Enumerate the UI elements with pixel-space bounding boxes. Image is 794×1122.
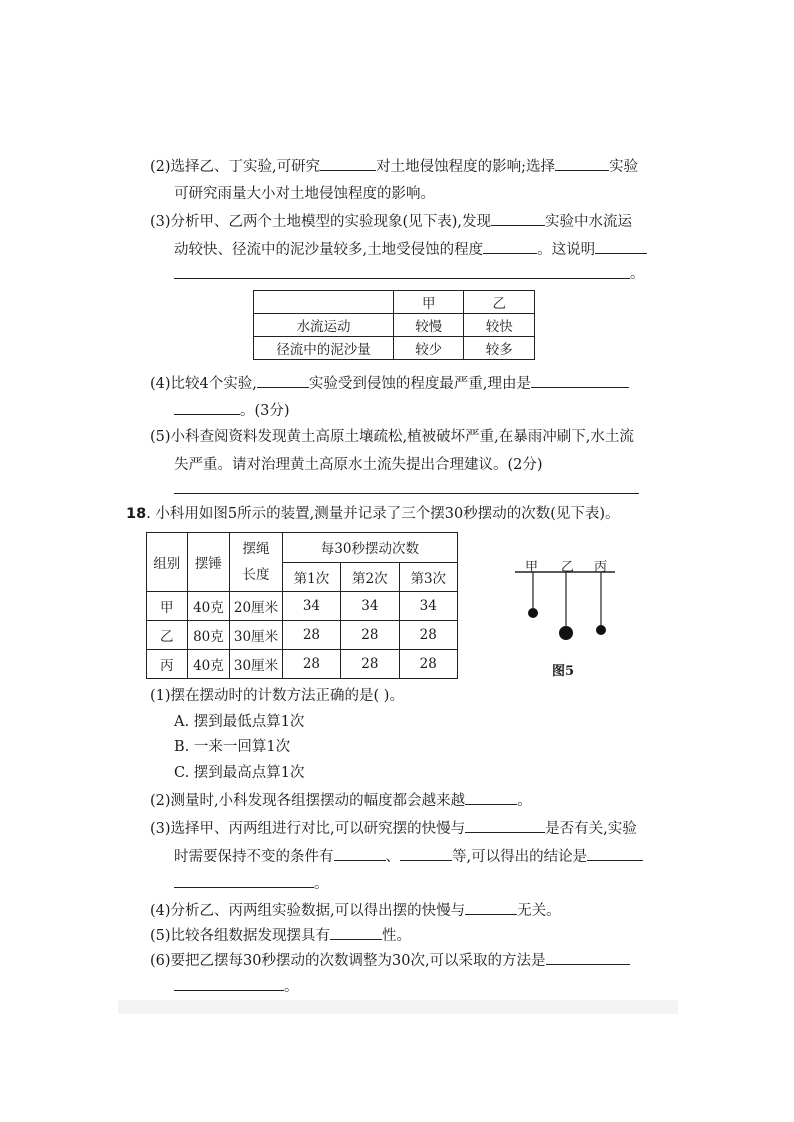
table-cell: 甲 xyxy=(393,291,464,314)
table-header-cell xyxy=(230,533,282,592)
q18-option-b[interactable]: B. 一来一回算1次 xyxy=(174,739,291,755)
answer-blank[interactable] xyxy=(320,156,376,171)
q17-p2-line1 xyxy=(150,156,638,177)
pendulum-bob-bing xyxy=(596,625,606,635)
period: 。 xyxy=(630,266,645,282)
pendulum-bob-jia xyxy=(528,608,538,618)
table-cell: 28 xyxy=(282,621,340,650)
table-cell: 乙 xyxy=(147,621,188,650)
text: 。 xyxy=(314,876,329,892)
text: 实验受到侵蚀的程度最严重,理由是 xyxy=(308,376,531,392)
table-header-cell: 第1次 xyxy=(282,562,340,592)
figure-caption: 图5 xyxy=(552,664,575,679)
text: (2)选择乙、丁实验,可研究 xyxy=(150,159,321,175)
pendulum-label-jia: 甲 xyxy=(525,560,539,575)
answer-blank[interactable] xyxy=(491,211,545,226)
text: (4)比较4个实验, xyxy=(150,376,257,392)
text: 摆绳 xyxy=(242,541,270,557)
answer-blank[interactable] xyxy=(555,156,609,171)
table-cell: 乙 xyxy=(464,291,535,314)
table-header-cell: 第3次 xyxy=(399,562,457,592)
q18-option-c[interactable]: C. 摆到最高点算1次 xyxy=(174,765,305,781)
table-cell: 较慢 xyxy=(393,314,464,337)
answer-blank[interactable] xyxy=(257,373,309,388)
q17-p5-line1: (5)小科查阅资料发现黄土高原土壤疏松,植被破坏严重,在暴雨冲刷下,水土流 xyxy=(150,429,634,445)
scan-footer-band xyxy=(118,1000,678,1014)
answer-line[interactable] xyxy=(174,493,639,494)
table-cell: 丙 xyxy=(147,650,188,679)
answer-blank[interactable] xyxy=(465,818,545,833)
table-row xyxy=(254,291,535,314)
q17-p4-line2 xyxy=(174,400,290,421)
answer-blank[interactable] xyxy=(531,373,629,388)
q17-p3-line1 xyxy=(150,211,632,232)
table-cell: 34 xyxy=(399,592,457,621)
answer-blank[interactable] xyxy=(595,239,647,254)
q18-p5 xyxy=(150,925,411,946)
table-cell: 较多 xyxy=(464,337,535,360)
text: (4)分析乙、丙两组实验数据,可以得出摆的快慢与 xyxy=(150,903,466,919)
text: (3)分析甲、乙两个土地模型的实验现象(见下表),发现 xyxy=(150,214,491,230)
table-row xyxy=(147,650,458,679)
text: . 小科用如图5所示的装置,测量并记录了三个摆30秒摆动的次数(见下表)。 xyxy=(146,506,620,522)
table-header-cell: 摆锤 xyxy=(187,533,230,592)
q18-option-a[interactable]: A. 摆到最低点算1次 xyxy=(174,714,305,730)
table-cell: 30厘米 xyxy=(230,621,282,650)
pendulum-bob-yi xyxy=(559,626,573,640)
table-cell: 28 xyxy=(399,621,457,650)
q18-p3-line2 xyxy=(174,846,643,867)
answer-blank[interactable] xyxy=(174,873,314,888)
text: 动较快、径流中的泥沙量较多,土地受侵蚀的程度 xyxy=(174,242,484,258)
text: 。这说明 xyxy=(537,242,596,258)
table-cell: 较快 xyxy=(464,314,535,337)
question-number: 18 xyxy=(126,506,147,522)
table-row xyxy=(254,337,535,360)
text: 。 xyxy=(517,793,532,809)
answer-blank[interactable] xyxy=(334,846,386,861)
q18-p6-line2 xyxy=(174,976,299,997)
table-row xyxy=(147,592,458,621)
q17-table xyxy=(253,290,535,360)
text: 实验 xyxy=(609,159,639,175)
answer-blank[interactable] xyxy=(546,950,630,965)
q17-p4-line1 xyxy=(150,373,629,394)
pendulum-label-bing: 丙 xyxy=(594,560,608,575)
text: 等,可以得出的结论是 xyxy=(452,849,588,865)
text: (3)选择甲、丙两组进行对比,可以研究摆的快慢与 xyxy=(150,821,466,837)
q17-p5-line2: 失严重。请对治理黄土高原水土流失提出合理建议。(2分) xyxy=(174,457,543,473)
table-cell: 40克 xyxy=(187,592,230,621)
answer-blank[interactable] xyxy=(465,790,517,805)
answer-blank[interactable] xyxy=(174,976,284,991)
table-cell: 水流运动 xyxy=(254,314,394,337)
text: 。 xyxy=(284,979,299,995)
table-header-cell: 第2次 xyxy=(341,562,399,592)
table-cell: 20厘米 xyxy=(230,592,282,621)
text: 无关。 xyxy=(517,903,561,919)
text: (6)要把乙摆每30秒摆动的次数调整为30次,可以采取的方法是 xyxy=(150,953,546,969)
table-cell: 28 xyxy=(341,650,399,679)
q18-p3-line3 xyxy=(174,873,329,894)
table-cell: 较少 xyxy=(393,337,464,360)
answer-blank[interactable] xyxy=(330,925,382,940)
text: 长度 xyxy=(242,567,270,583)
text: (5)比较各组数据发现摆具有 xyxy=(150,928,331,944)
q18-p6-line1 xyxy=(150,950,630,971)
answer-blank[interactable] xyxy=(465,900,517,915)
q18-p1-question: (1)摆在摆动时的计数方法正确的是( )。 xyxy=(150,688,404,704)
table-cell: 80克 xyxy=(187,621,230,650)
text: 是否有关,实验 xyxy=(545,821,637,837)
table-row xyxy=(147,621,458,650)
answer-blank[interactable] xyxy=(400,846,452,861)
text: 实验中水流运 xyxy=(544,214,632,230)
answer-blank[interactable] xyxy=(483,239,537,254)
q17-p2-line2: 可研究雨量大小对土地侵蚀程度的影响。 xyxy=(174,186,435,202)
pendulum-figure xyxy=(505,570,625,650)
text: 对土地侵蚀程度的影响;选择 xyxy=(376,159,556,175)
q18-stem xyxy=(126,504,620,524)
table-header-cell: 组别 xyxy=(147,533,188,592)
q17-p3-line2 xyxy=(174,239,647,260)
text: 性。 xyxy=(382,928,412,944)
answer-line[interactable] xyxy=(174,278,630,279)
table-cell: 28 xyxy=(399,650,457,679)
pendulum-label-yi: 乙 xyxy=(561,560,575,575)
table-cell: 径流中的泥沙量 xyxy=(254,337,394,360)
table-row xyxy=(254,314,535,337)
q18-table xyxy=(146,532,458,679)
table-cell: 28 xyxy=(282,650,340,679)
table-cell: 40克 xyxy=(187,650,230,679)
answer-blank[interactable] xyxy=(174,400,240,415)
text: 。(3分) xyxy=(240,403,290,419)
table-cell: 34 xyxy=(282,592,340,621)
text: (2)测量时,小科发现各组摆摆动的幅度都会越来越 xyxy=(150,793,466,809)
table-header-cell: 每30秒摆动次数 xyxy=(282,533,457,563)
table-cell xyxy=(254,291,394,314)
table-row xyxy=(147,533,458,563)
table-cell: 甲 xyxy=(147,592,188,621)
q18-p2 xyxy=(150,790,532,811)
answer-blank[interactable] xyxy=(587,846,643,861)
table-cell: 30厘米 xyxy=(230,650,282,679)
q18-p4 xyxy=(150,900,561,921)
q18-p3-line1 xyxy=(150,818,637,839)
table-cell: 34 xyxy=(341,592,399,621)
text: 时需要保持不变的条件有 xyxy=(174,849,334,865)
table-cell: 28 xyxy=(341,621,399,650)
text: 、 xyxy=(385,849,400,865)
